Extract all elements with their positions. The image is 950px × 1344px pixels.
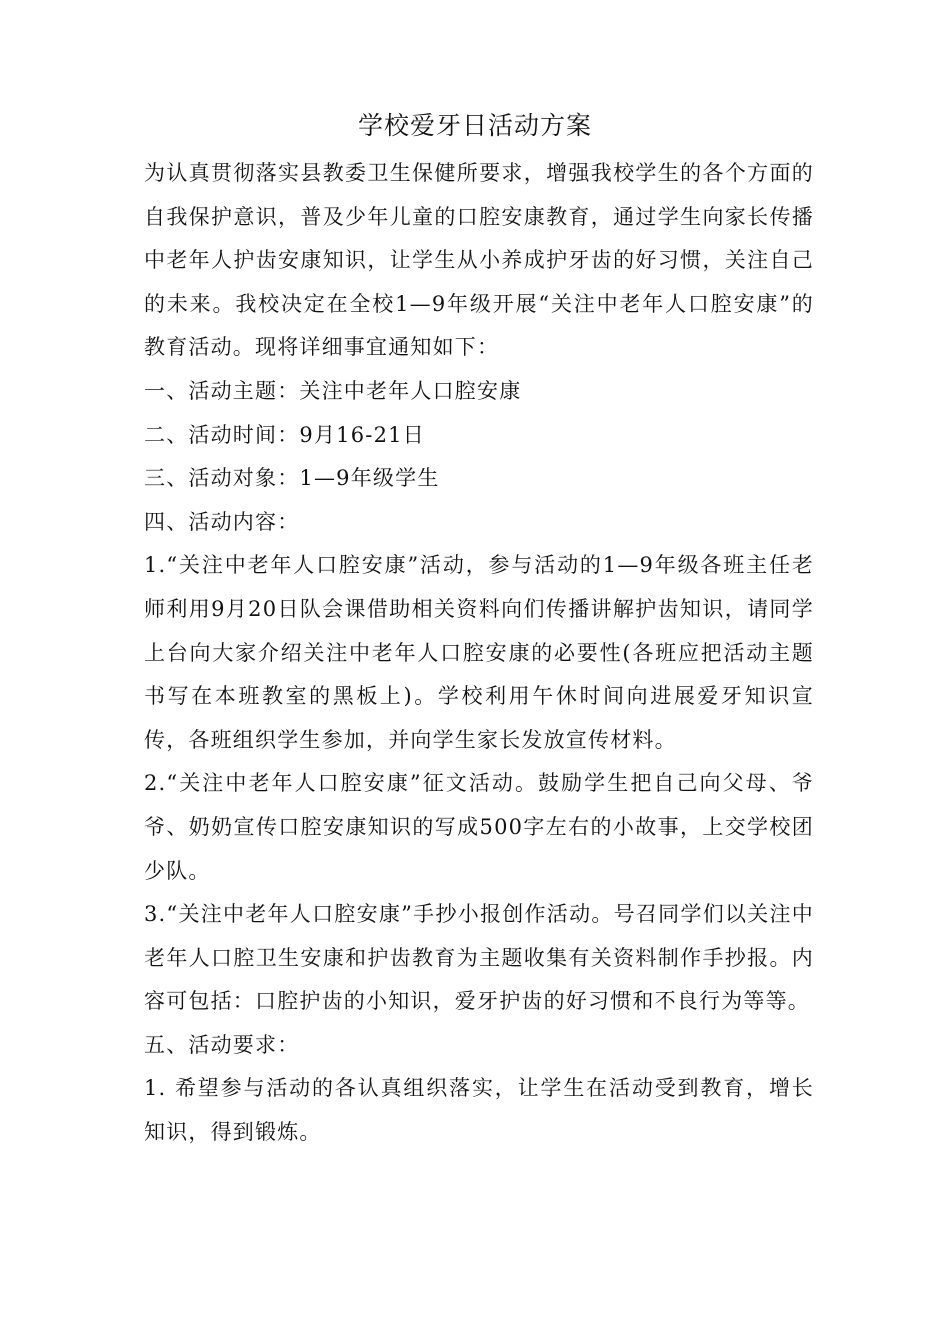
document-body xyxy=(144,152,814,1155)
intro-paragraph: 为认真贯彻落实县教委卫生保健所要求，增强我校学生的各个方面的自我保护意识，普及少年儿童的口腔安康教育，通过学生向家长传播中老年人护齿安康知识，让学生从小养成护牙齿的好习惯，关注自己的未来。我校决定在全校1—9年级开展“关注中老年人口腔安康”的教育活动。现将详细事宜通知如下： xyxy=(144,161,814,360)
content-item-2: 2.“关注中老年人口腔安康”征文活动。鼓励学生把自己向父母、爷爷、奶奶宣传口腔安康知识的写成500字左右的小故事，上交学校团少队。 xyxy=(144,771,814,883)
requirement-item-1: 1. 希望参与活动的各认真组织落实，让学生在活动受到教育，增长知识，得到锻炼。 xyxy=(144,1076,814,1145)
document-title: 学校爱牙日活动方案 xyxy=(357,111,592,140)
content-item-1: 1.“关注中老年人口腔安康”活动，参与活动的1—9年级各班主任老师利用9月20日队会课借助相关资料向们传播讲解护齿知识，请同学上台向大家介绍关注中老年人口腔安康的必要性(各班应把活动主题书写在本班教室的黑板上)。学校利用午休时间向进展爱牙知识宣传，各班组织学生参加，并向学生家长发放宣传材料。 xyxy=(144,553,814,752)
section-requirements-heading: 五、活动要求： xyxy=(144,1032,300,1057)
content-item-3: 3.“关注中老年人口腔安康”手抄小报创作活动。号召同学们以关注中老年人口腔卫生安康和护齿教育为主题收集有关资料制作手抄报。内容可包括：口腔护齿的小知识，爱牙护齿的好习惯和不良行为等等。 xyxy=(144,902,814,1014)
section-content-heading: 四、活动内容： xyxy=(144,509,300,534)
section-audience: 三、活动对象：1—9年级学生 xyxy=(144,466,440,491)
section-time: 二、活动时间：9月16-21日 xyxy=(144,422,425,447)
section-theme: 一、活动主题：关注中老年人口腔安康 xyxy=(144,378,522,403)
